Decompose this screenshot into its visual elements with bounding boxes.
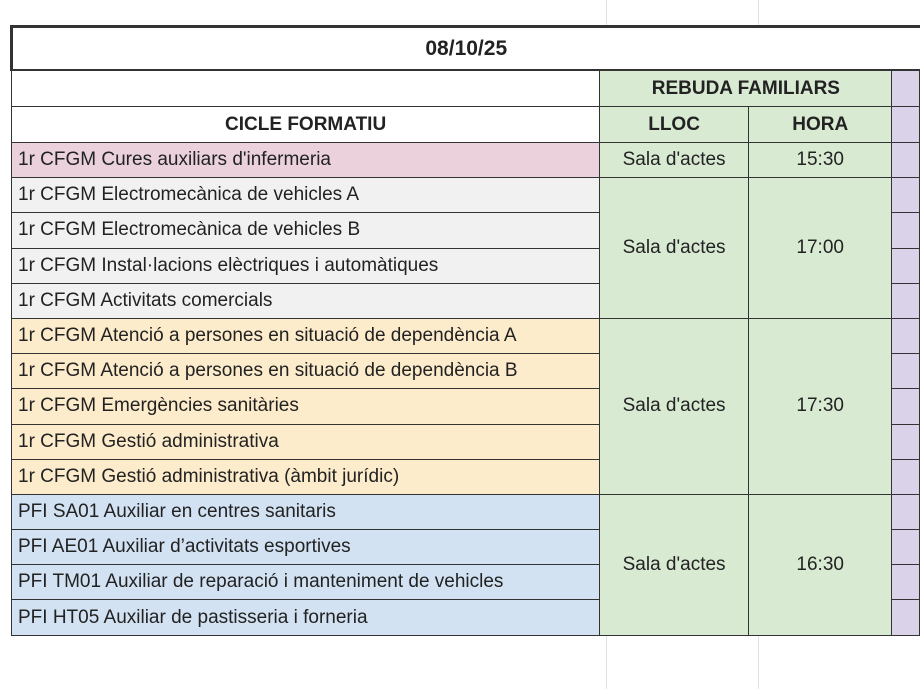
next-column-cell <box>892 143 920 178</box>
hora-header: HORA <box>748 107 892 143</box>
cicle-formatiu-cell: PFI AE01 Auxiliar d’activitats esportives <box>12 530 600 565</box>
next-column-cell <box>892 459 920 494</box>
next-column-cell <box>892 318 920 353</box>
cicle-formatiu-cell: 1r CFGM Gestió administrativa <box>12 424 600 459</box>
lloc-cell: Sala d'actes <box>600 318 749 494</box>
lloc-cell: Sala d'actes <box>600 178 749 319</box>
lloc-header: LLOC <box>600 107 749 143</box>
next-column-cell <box>892 248 920 283</box>
next-column-cell <box>892 494 920 529</box>
next-column-cell <box>892 213 920 248</box>
cicle-formatiu-header: CICLE FORMATIU <box>12 107 600 143</box>
cicle-formatiu-cell: 1r CFGM Gestió administrativa (àmbit jurídic) <box>12 459 600 494</box>
hora-cell: 17:30 <box>748 318 892 494</box>
table-row <box>12 178 920 213</box>
cicle-formatiu-cell: PFI HT05 Auxiliar de pastisseria i forneria <box>12 600 600 635</box>
schedule-table <box>10 25 920 636</box>
hora-cell: 17:00 <box>748 178 892 319</box>
next-column-cell <box>892 600 920 635</box>
group-header-row <box>12 70 920 107</box>
cicle-formatiu-cell: PFI TM01 Auxiliar de reparació i manteniment de vehicles <box>12 565 600 600</box>
table-row <box>12 143 920 178</box>
table-row <box>12 494 920 529</box>
cicle-formatiu-cell: 1r CFGM Electromecànica de vehicles A <box>12 178 600 213</box>
cicle-formatiu-cell: PFI SA01 Auxiliar en centres sanitaris <box>12 494 600 529</box>
cicle-formatiu-cell: 1r CFGM Electromecànica de vehicles B <box>12 213 600 248</box>
table-row <box>12 318 920 353</box>
next-column-cell <box>892 565 920 600</box>
title-row <box>12 27 920 71</box>
lloc-cell: Sala d'actes <box>600 143 749 178</box>
cicle-formatiu-cell: 1r CFGM Activitats comercials <box>12 283 600 318</box>
date-title: 08/10/25 <box>12 27 920 71</box>
next-column-cell <box>892 70 920 107</box>
next-column-cell <box>892 107 920 143</box>
next-column-cell <box>892 389 920 424</box>
hora-cell: 15:30 <box>748 143 892 178</box>
hora-cell: 16:30 <box>748 494 892 635</box>
lloc-cell: Sala d'actes <box>600 494 749 635</box>
next-column-cell <box>892 424 920 459</box>
cicle-formatiu-cell: 1r CFGM Atenció a persones en situació de dependència A <box>12 318 600 353</box>
next-column-cell <box>892 530 920 565</box>
cicle-formatiu-cell: 1r CFGM Instal·lacions elèctriques i automàtiques <box>12 248 600 283</box>
rebuda-familiars-header: REBUDA FAMILIARS <box>600 70 892 107</box>
column-header-row <box>12 107 920 143</box>
next-column-cell <box>892 354 920 389</box>
cicle-formatiu-cell: 1r CFGM Emergències sanitàries <box>12 389 600 424</box>
next-column-cell <box>892 178 920 213</box>
empty-header-cell <box>12 70 600 107</box>
cicle-formatiu-cell: 1r CFGM Cures auxiliars d'infermeria <box>12 143 600 178</box>
cicle-formatiu-cell: 1r CFGM Atenció a persones en situació de dependència B <box>12 354 600 389</box>
next-column-cell <box>892 283 920 318</box>
